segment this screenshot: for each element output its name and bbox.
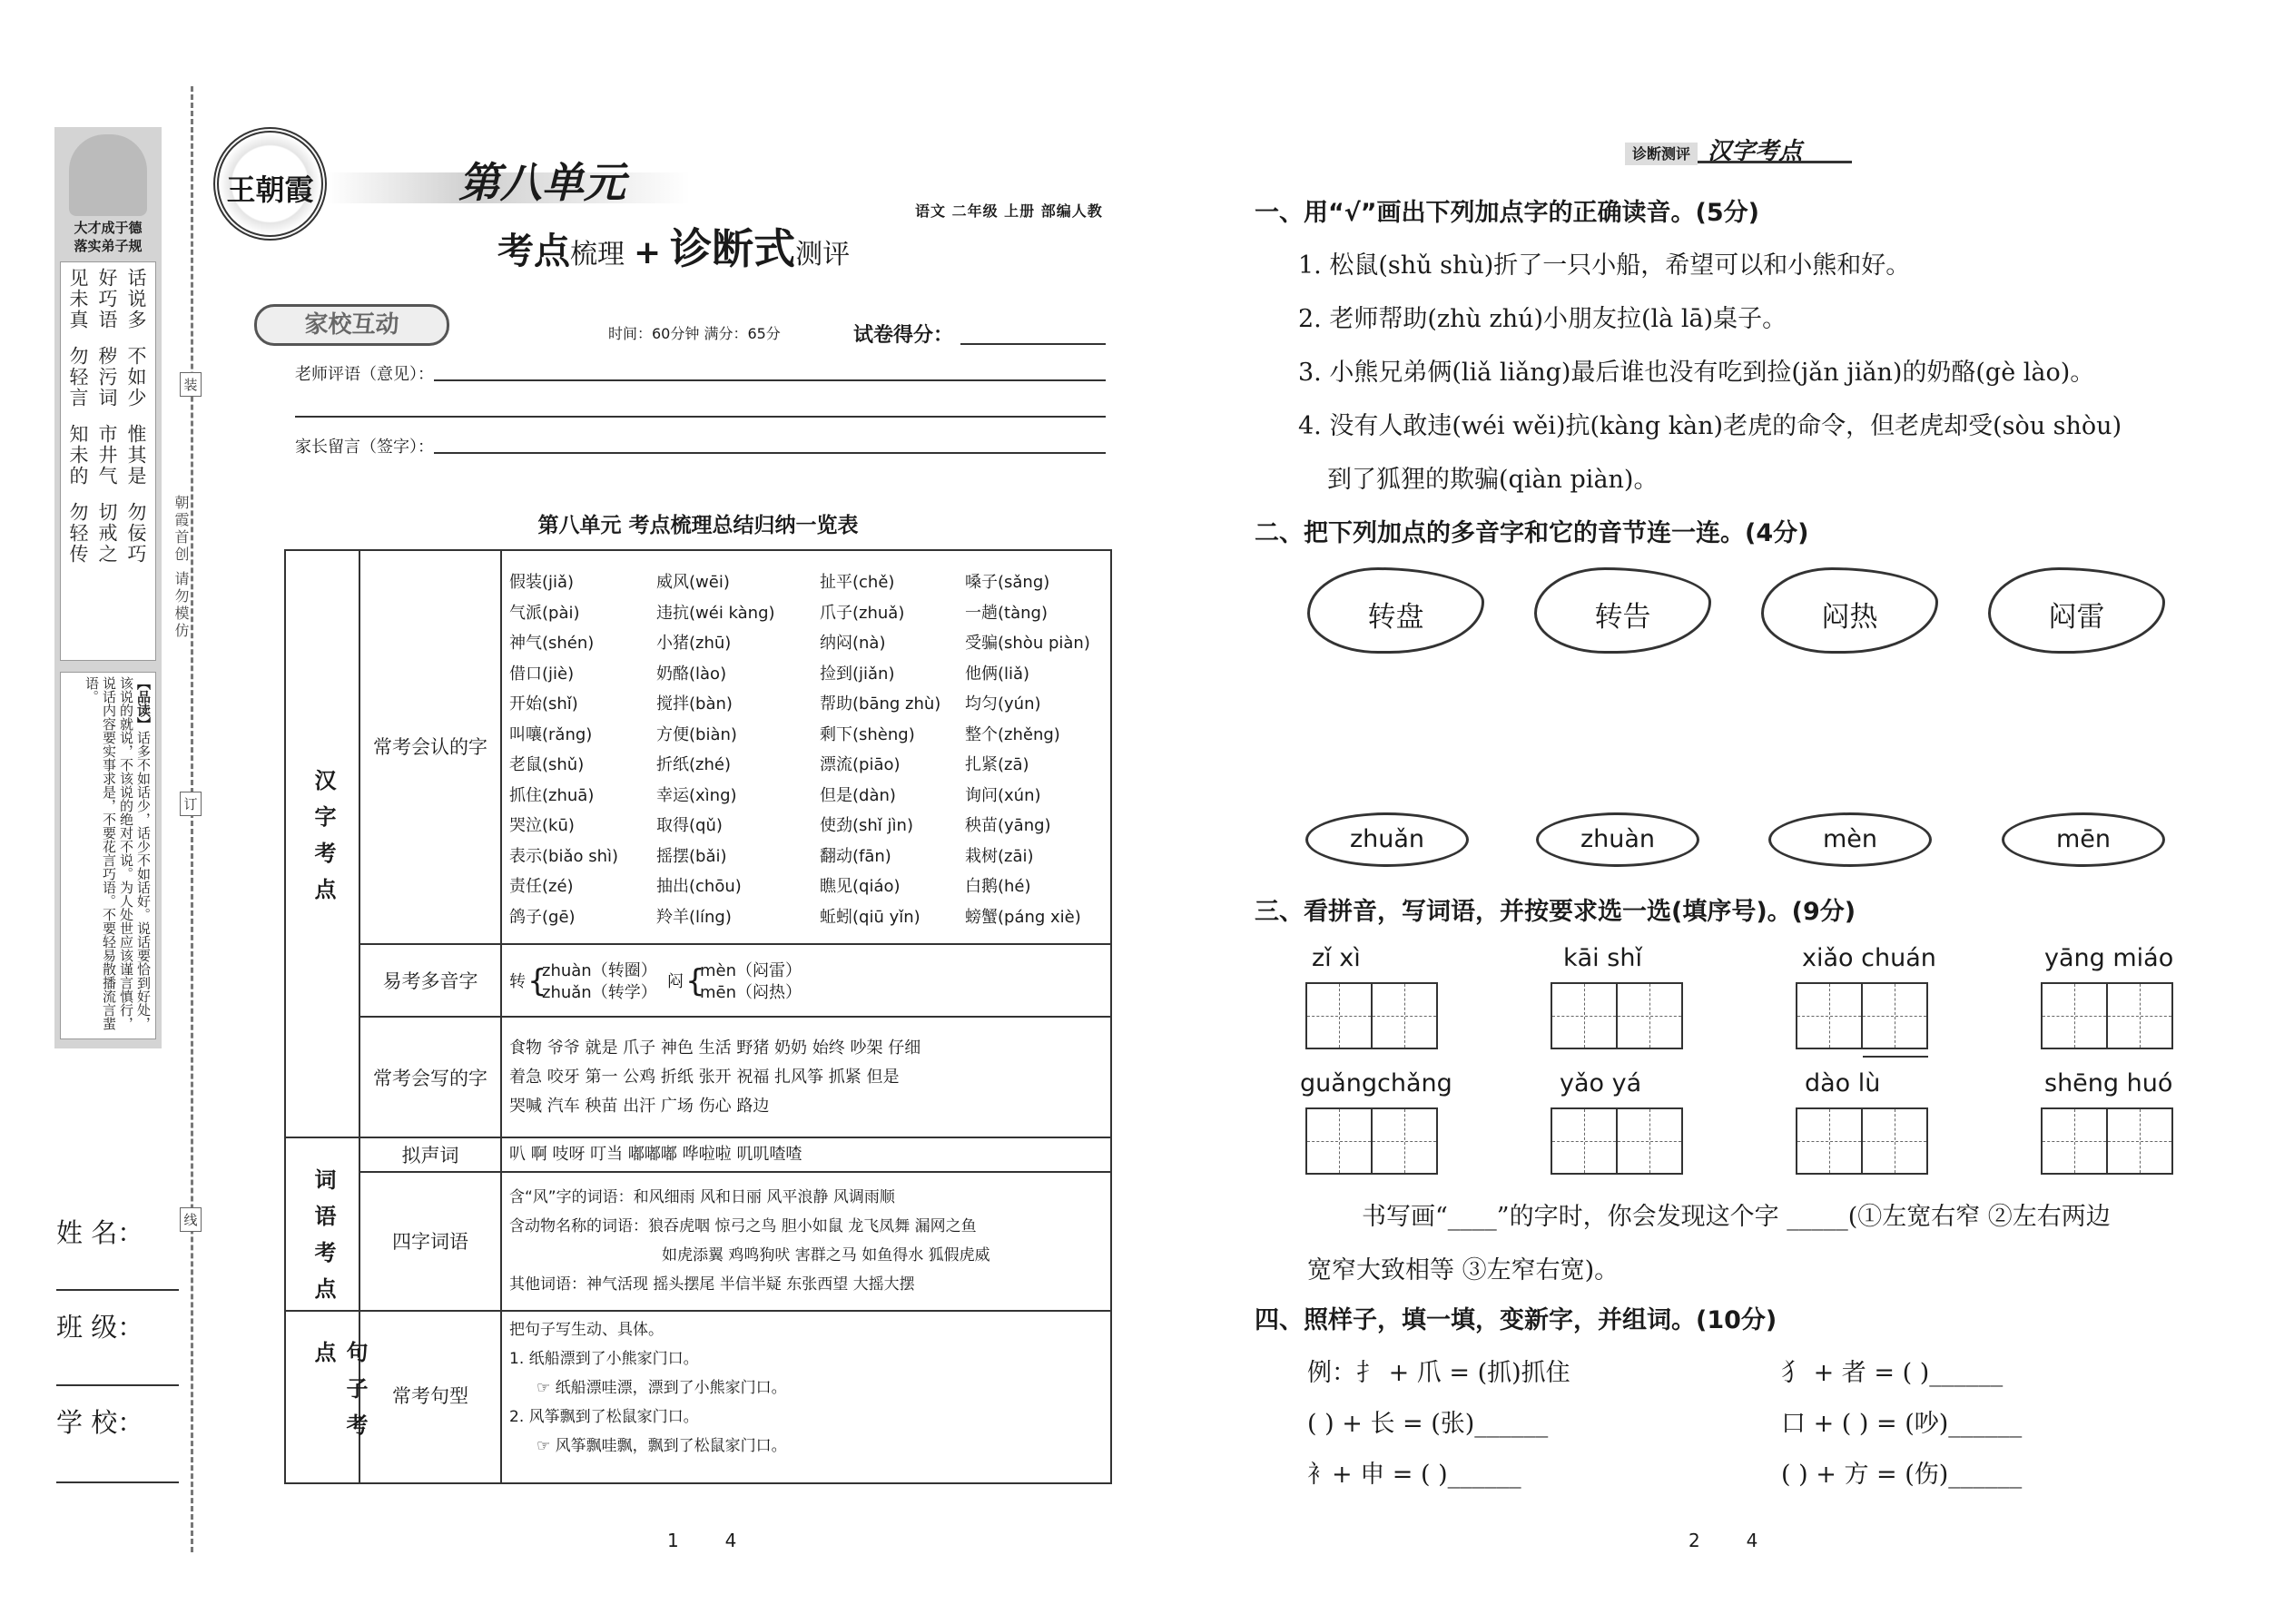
sub-sentence: 常考句型 bbox=[392, 1385, 468, 1407]
reading-text: 【品读】话多不如话少，话少不如话好。说话要恰到好处，该说的就说，不该说的绝对不说。为人处世应该谨言慎行，说话内容要实事求是，不要花言巧语。不要轻易散播流言蜚语。 bbox=[84, 676, 152, 1030]
pinyin-label: yāng miáo bbox=[2044, 944, 2174, 972]
header-subtitle: 考点梳理 + 诊断式测评 bbox=[497, 224, 851, 273]
leaf-word[interactable]: 转盘 bbox=[1307, 567, 1484, 654]
writing-grid[interactable] bbox=[2041, 1107, 2173, 1175]
q1-item-4: 4. 没有人敢违(wéi wěi)抗(kàng kàn)老虎的命令，但老虎却受(sòu shòu) bbox=[1298, 412, 2122, 440]
class-line[interactable] bbox=[56, 1384, 179, 1386]
name-line[interactable] bbox=[56, 1289, 179, 1291]
unit-title: 第八单元 bbox=[458, 158, 625, 207]
table-divider bbox=[286, 1310, 1110, 1312]
pinyin-label: dào lù bbox=[1805, 1069, 1881, 1097]
motto-col: 见未真 bbox=[67, 268, 89, 330]
parent-comment-label: 家长留言（签字）： bbox=[295, 438, 434, 457]
sidebar-motto-box bbox=[54, 127, 162, 1048]
leaf-word[interactable]: 闷热 bbox=[1761, 567, 1938, 654]
motto-col: 好巧语 bbox=[96, 268, 118, 330]
brand-logo: 王朝霞 bbox=[213, 127, 327, 241]
motto-col: 知未的 bbox=[67, 424, 89, 487]
syllable-cloud[interactable]: zhuàn bbox=[1536, 812, 1699, 867]
syllable-cloud[interactable]: zhuǎn bbox=[1305, 812, 1469, 867]
section-tag: 诊断测评 汉字考点 bbox=[1625, 133, 1852, 163]
writing-grid[interactable] bbox=[1796, 982, 1928, 1049]
onomatopoeia-words: 叭 啊 吱呀 叮当 嘟嘟嘟 哗啦啦 叽叽喳喳 bbox=[509, 1145, 802, 1164]
leaf-word[interactable]: 闷雷 bbox=[1988, 567, 2165, 654]
q1-item-5: 到了狐狸的欺骗(qiàn piàn)。 bbox=[1327, 466, 1659, 494]
pinyin-label: guǎngchǎng bbox=[1300, 1069, 1452, 1097]
home-school-tag: 家校互动 bbox=[254, 304, 449, 346]
leaf-word[interactable]: 转告 bbox=[1534, 567, 1711, 654]
copyright-stamp: 朝霞首创 请勿模仿 bbox=[172, 495, 190, 641]
q4-item[interactable]: ( ) + 方 = (伤)______ bbox=[1781, 1461, 2023, 1489]
motto-panel bbox=[60, 261, 156, 661]
category-hanzi: 汉字考点 bbox=[310, 769, 337, 914]
underline-mark bbox=[1863, 1056, 1928, 1058]
teacher-comment-label: 老师评语（意见）： bbox=[295, 365, 434, 384]
syllable-cloud[interactable]: mēn bbox=[2002, 812, 2165, 867]
q4-example: 例：扌 + 爪 = (抓)抓住 bbox=[1307, 1359, 1570, 1387]
motto-col: 秽污词 bbox=[96, 346, 118, 408]
q4-item[interactable]: 衤+ 申 = ( )______ bbox=[1307, 1461, 1521, 1489]
sub-fourchar: 四字词语 bbox=[392, 1231, 468, 1253]
q4-item[interactable]: ( ) + 长 = (张)______ bbox=[1307, 1410, 1549, 1438]
page-number-left: 1 4 bbox=[667, 1530, 737, 1551]
motto-col: 不如少 bbox=[125, 346, 147, 408]
cut-label: 订 bbox=[180, 792, 202, 816]
pinyin-label: xiǎo chuán bbox=[1802, 944, 1936, 972]
recognize-column: 威风(wēi) 违抗(wéi kàng) 小猪(zhū) 奶酪(lào) 搅拌(bàn) 方便(biàn) 折纸(zhé) 幸运(xìng) 取得(qǔ) 摇摆(bǎi) 抽出(chōu) 羚羊(líng) bbox=[656, 573, 775, 927]
q4-item[interactable]: 口 + ( ) = (吵)______ bbox=[1781, 1410, 2023, 1438]
writing-grid[interactable] bbox=[1551, 982, 1683, 1049]
q4-title: 四、照样子，填一填，变新字，并组词。(10分) bbox=[1255, 1306, 1777, 1334]
q3-title: 三、看拼音，写词语，并按要求选一选(填序号)。(9分) bbox=[1255, 898, 1856, 926]
recognize-column: 假装(jiǎ) 气派(pài) 神气(shén) 借口(jiè) 开始(shǐ) 叫嚷(rǎng) 老鼠(shǔ) 抓住(zhuā) 哭泣(kū) 表示(biǎo shì) 责任(zé) 鸽子(gē) bbox=[509, 573, 619, 927]
score-label: 试卷得分： bbox=[853, 324, 954, 347]
q3-note-line2: 宽窄大致相等 ③左窄右宽)。 bbox=[1307, 1256, 1620, 1284]
sub-recognize: 常考会认的字 bbox=[373, 736, 487, 758]
q1-item-2: 2. 老师帮助(zhù zhú)小朋友拉(là lā)桌子。 bbox=[1298, 305, 1787, 333]
motto-col: 勿轻传 bbox=[67, 502, 89, 565]
writing-grid[interactable] bbox=[1305, 982, 1438, 1049]
teacher-comment-line[interactable] bbox=[434, 379, 1106, 381]
teacher-comment-line-2[interactable] bbox=[295, 416, 1106, 418]
cut-label: 线 bbox=[180, 1207, 202, 1232]
sub-write: 常考会写的字 bbox=[373, 1068, 487, 1089]
category-ciyu: 词语考点 bbox=[310, 1168, 337, 1314]
write-words: 食物 爷爷 就是 爪子 神色 生活 野猪 奶奶 始终 吵架 仔细 着急 咬牙 第一 公鸡 折纸 张开 祝福 扎风筝 抓紧 但是 哭喊 汽车 秧苗 出汗 广场 伤心 路边 bbox=[509, 1038, 921, 1116]
recognize-column: 嗓子(sǎng) 一趟(tàng) 受骗(shòu piàn) 他俩(liǎ) 均匀(yún) 整个(zhěng) 扎紧(zā) 询问(xún) 秧苗(yāng) 栽树(zāi) 白鹅(hé) 螃蟹(páng xiè) bbox=[965, 573, 1090, 927]
name-label: 姓 名： bbox=[56, 1217, 144, 1248]
motto-col: 勿佞巧 bbox=[125, 502, 147, 565]
summary-title: 第八单元 考点梳理总结归纳一览表 bbox=[537, 514, 859, 537]
motto-col: 市井气 bbox=[96, 424, 118, 487]
school-label: 学 校： bbox=[56, 1407, 144, 1438]
writing-grid[interactable] bbox=[2041, 982, 2173, 1049]
motto-top-1: 大才成于德 bbox=[74, 220, 143, 236]
class-label: 班 级： bbox=[56, 1312, 144, 1343]
writing-grid[interactable] bbox=[1551, 1107, 1683, 1175]
time-info: 时间：60分钟 满分：65分 bbox=[608, 325, 781, 342]
table-divider bbox=[359, 943, 1110, 945]
pinyin-label: shēng huó bbox=[2044, 1069, 2173, 1097]
summary-table: 汉字考点 词语考点 句子考点 常考会认的字 易考多音字 常考会写的字 拟声词 四字词语 常考句型 假装(jiǎ) 气派(pài) 神气(shén) 借口(jiè) 开始(shǐ) 叫嚷(rǎng) 老鼠(shǔ) 抓住(zhuā) 哭泣(kū) 表示(biǎo shì) 责任(zé) 鸽子(gē) 威风(wēi) 违抗(wéi kàng) 小猪(zhū) 奶酪(lào) 搅拌(bàn) 方便(biàn) 折纸(zhé) 幸运(xìng) 取得(qǔ) 摇摆(bǎi) 抽出(chōu) 羚羊(líng) 扯平(chě) 爪子(zhuǎ) 纳闷(nà) 捡到(jiǎn) 帮助(bāng zhù) 剩下(shèng) 漂流(piāo) 但是(dàn) 使劲(shǐ jìn) 翻动(fān) 瞧见(qiáo) 蚯蚓(qiū yǐn) 嗓子(sǎng) 一趟(tàng) 受骗(shòu piàn) 他俩(liǎ) 均匀(yún) 整个(zhěng) 扎紧(zā) 询问(xún) 秧苗(yāng) 栽树(zāi) 白鹅(hé) 螃蟹(páng xiè) 转 { zhuàn（转圈） zhuǎn（转学） 闷 { mèn（闷雷） mēn（闷热） 食物 爷爷 就是 爪子 神色 生活 野猪 奶奶 始终 吵架 仔细 着急 咬牙 第一 公鸡 折纸 张开 祝福 扎风筝 抓紧 但是 哭喊 汽车 秧苗 出汗 广场 伤心 路边 叭 啊 吱呀 叮当 嘟嘟嘟 哗啦啦 叽叽喳喳 含“风”字的词语：和风细雨 风和日丽 风平浪静 风调雨顺 含动物名称的词语：狼吞虎咽 惊弓之鸟 胆小如鼠 龙飞凤舞 漏网之鱼 如虎添翼 鸡鸣狗吠 害群之马 如鱼得水 狐假虎威 其他词语：神气活现 摇头摆尾 半信半疑 东张西望 大摇大摆 把句子写生动、具体。 1. 纸船漂到了小熊家门口。 ☞ 纸船漂哇漂，漂到了小熊家门口。 2. 风筝飘到了松鼠家门口。 ☞ 风筝飘哇飘，飘到了松鼠家门口。 bbox=[284, 549, 1112, 1484]
motto-col: 话说多 bbox=[125, 268, 147, 330]
score-blank[interactable] bbox=[960, 343, 1106, 345]
fourchar-words: 含“风”字的词语：和风细雨 风和日丽 风平浪静 风调雨顺 含动物名称的词语：狼吞虎咽 惊弓之鸟 胆小如鼠 龙飞凤舞 漏网之鱼 如虎添翼 鸡鸣狗吠 害群之马 如鱼得水 狐假虎威 其他词语：神气活现 摇头摆尾 半信半疑 东张西望 大摇大摆 bbox=[509, 1188, 990, 1294]
motto-top-2: 落实弟子规 bbox=[74, 238, 143, 254]
q1-title: 一、用“√”画出下列加点字的正确读音。(5分) bbox=[1255, 199, 1759, 227]
sub-onomatopoeia: 拟声词 bbox=[401, 1145, 459, 1166]
q2-title: 二、把下列加点的多音字和它的音节连一连。(4分) bbox=[1255, 519, 1809, 547]
sub-polyphone: 易考多音字 bbox=[382, 970, 478, 992]
table-divider bbox=[359, 1171, 1110, 1173]
motto-col: 惟其是 bbox=[125, 424, 147, 487]
page-number-right: 2 4 bbox=[1689, 1530, 1758, 1551]
child-figure-icon bbox=[69, 134, 147, 216]
motto-col: 勿轻言 bbox=[67, 346, 89, 408]
binding-dash-line bbox=[191, 86, 193, 1552]
q4-item[interactable]: 犭 + 者 = ( )______ bbox=[1781, 1359, 2004, 1387]
school-line[interactable] bbox=[56, 1481, 179, 1483]
q3-note-line1: 书写画“____”的字时，你会发现这个字 _____(①左宽右窄 ②左右两边 bbox=[1362, 1203, 2111, 1231]
pinyin-label: yǎo yá bbox=[1560, 1069, 1642, 1097]
cut-label: 装 bbox=[180, 372, 202, 397]
motto-col: 切戒之 bbox=[96, 502, 118, 565]
q1-item-1: 1. 松鼠(shǔ shù)折了一只小船，希望可以和小熊和好。 bbox=[1298, 251, 1911, 280]
reading-panel bbox=[60, 672, 156, 1039]
parent-comment-line[interactable] bbox=[434, 452, 1106, 454]
syllable-cloud[interactable]: mèn bbox=[1768, 812, 1932, 867]
category-juzi: 句子考点 bbox=[310, 1341, 369, 1450]
pinyin-label: kāi shǐ bbox=[1563, 944, 1642, 972]
pinyin-label: zǐ xì bbox=[1312, 944, 1361, 972]
grade-info: 语文 二年级 上册 部编人教 bbox=[915, 202, 1103, 220]
recognize-column: 扯平(chě) 爪子(zhuǎ) 纳闷(nà) 捡到(jiǎn) 帮助(bāng zhù) 剩下(shèng) 漂流(piāo) 但是(dàn) 使劲(shǐ jìn) 翻动(fān) 瞧见(qiáo) 蚯蚓(qiū yǐn) bbox=[820, 573, 941, 927]
writing-grid[interactable] bbox=[1796, 1107, 1928, 1175]
writing-grid[interactable] bbox=[1305, 1107, 1438, 1175]
table-divider bbox=[286, 1137, 1110, 1138]
q1-item-3: 3. 小熊兄弟俩(liǎ liǎng)最后谁也没有吃到捡(jǎn jiǎn)的奶酪(gè lào)。 bbox=[1298, 359, 2095, 387]
table-divider bbox=[359, 1016, 1110, 1018]
sentence-examples: 把句子写生动、具体。 1. 纸船漂到了小熊家门口。 ☞ 纸船漂哇漂，漂到了小熊家门口。 2. 风筝飘到了松鼠家门口。 ☞ 风筝飘哇飘，飘到了松鼠家门口。 bbox=[509, 1321, 787, 1455]
